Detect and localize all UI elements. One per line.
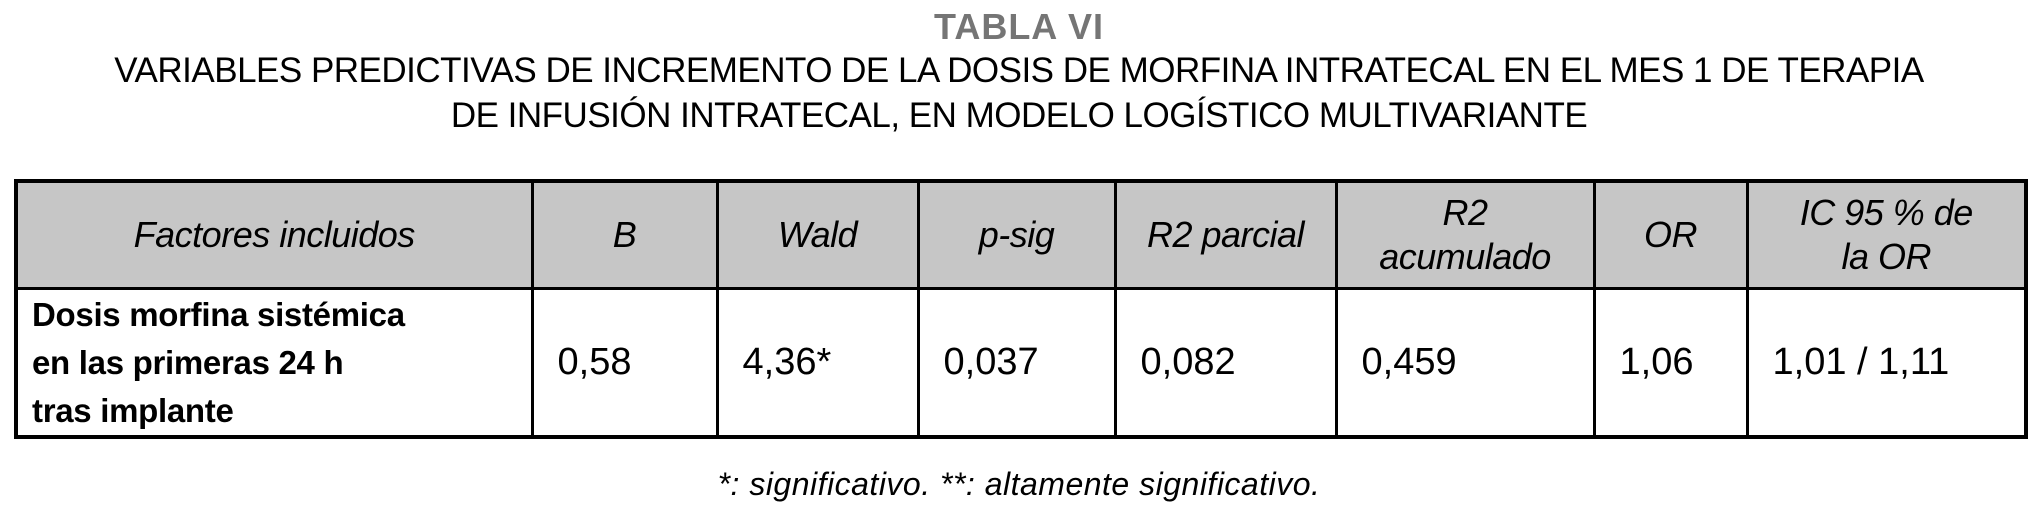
header-label-line-1: IC 95 % de: [1799, 192, 1973, 233]
cell-r2-acumulado-value: 0,459: [1336, 289, 1594, 438]
header-label: Wald: [777, 214, 858, 255]
header-cell-b: [532, 181, 717, 289]
table-subtitle-line-2: DE INFUSIÓN INTRATECAL, EN MODELO LOGÍSTICO MULTIVARIANTE: [450, 96, 1588, 135]
header-row: [16, 181, 2026, 289]
header-cell-r2-parcial: [1115, 181, 1336, 289]
header-label: OR: [1644, 214, 1697, 255]
header-label: R2 parcial: [1146, 214, 1305, 255]
table-subtitle-line-1: VARIABLES PREDICTIVAS DE INCREMENTO DE LA DOSIS DE MORFINA INTRATECAL EN EL MES 1 DE TERAPIA: [114, 51, 1924, 90]
header-cell-p-sig: [918, 181, 1115, 289]
cell-r2-parcial-value: 0,082: [1115, 289, 1336, 438]
factor-line-3: tras implante: [32, 391, 234, 429]
header-cell-or: [1594, 181, 1747, 289]
cell-or-value: 1,06: [1594, 289, 1747, 438]
cell-ic95-value: 1,01 / 1,11: [1747, 289, 2026, 438]
cell-wald-value: 4,36*: [717, 289, 918, 438]
header-cell-wald: [717, 181, 918, 289]
header-label: B: [612, 214, 637, 255]
cell-p-sig-value: 0,037: [918, 289, 1115, 438]
table-caption: [0, 0, 2038, 138]
table-row: [16, 289, 2026, 438]
header-label-line-2: la OR: [1841, 236, 1932, 277]
table-number-title: TABLA VI: [934, 6, 1104, 47]
header-cell-r2-acumulado: [1336, 181, 1594, 289]
table-footnote: *: significativo. **: altamente significativo.: [717, 466, 1321, 502]
header-cell-ic95: [1747, 181, 2026, 289]
header-label-line-1: R2: [1442, 192, 1488, 233]
factor-line-2: en las primeras 24 h: [32, 343, 344, 381]
header-label: p-sig: [978, 214, 1055, 255]
header-cell-factores: [16, 181, 532, 289]
factor-line-1: Dosis morfina sistémica: [32, 295, 405, 333]
header-label: Factores incluidos: [133, 214, 415, 255]
cell-factor: [16, 289, 532, 438]
cell-b-value: 0,58: [532, 289, 717, 438]
results-table: [14, 179, 2028, 439]
header-label-line-2: acumulado: [1379, 236, 1551, 277]
